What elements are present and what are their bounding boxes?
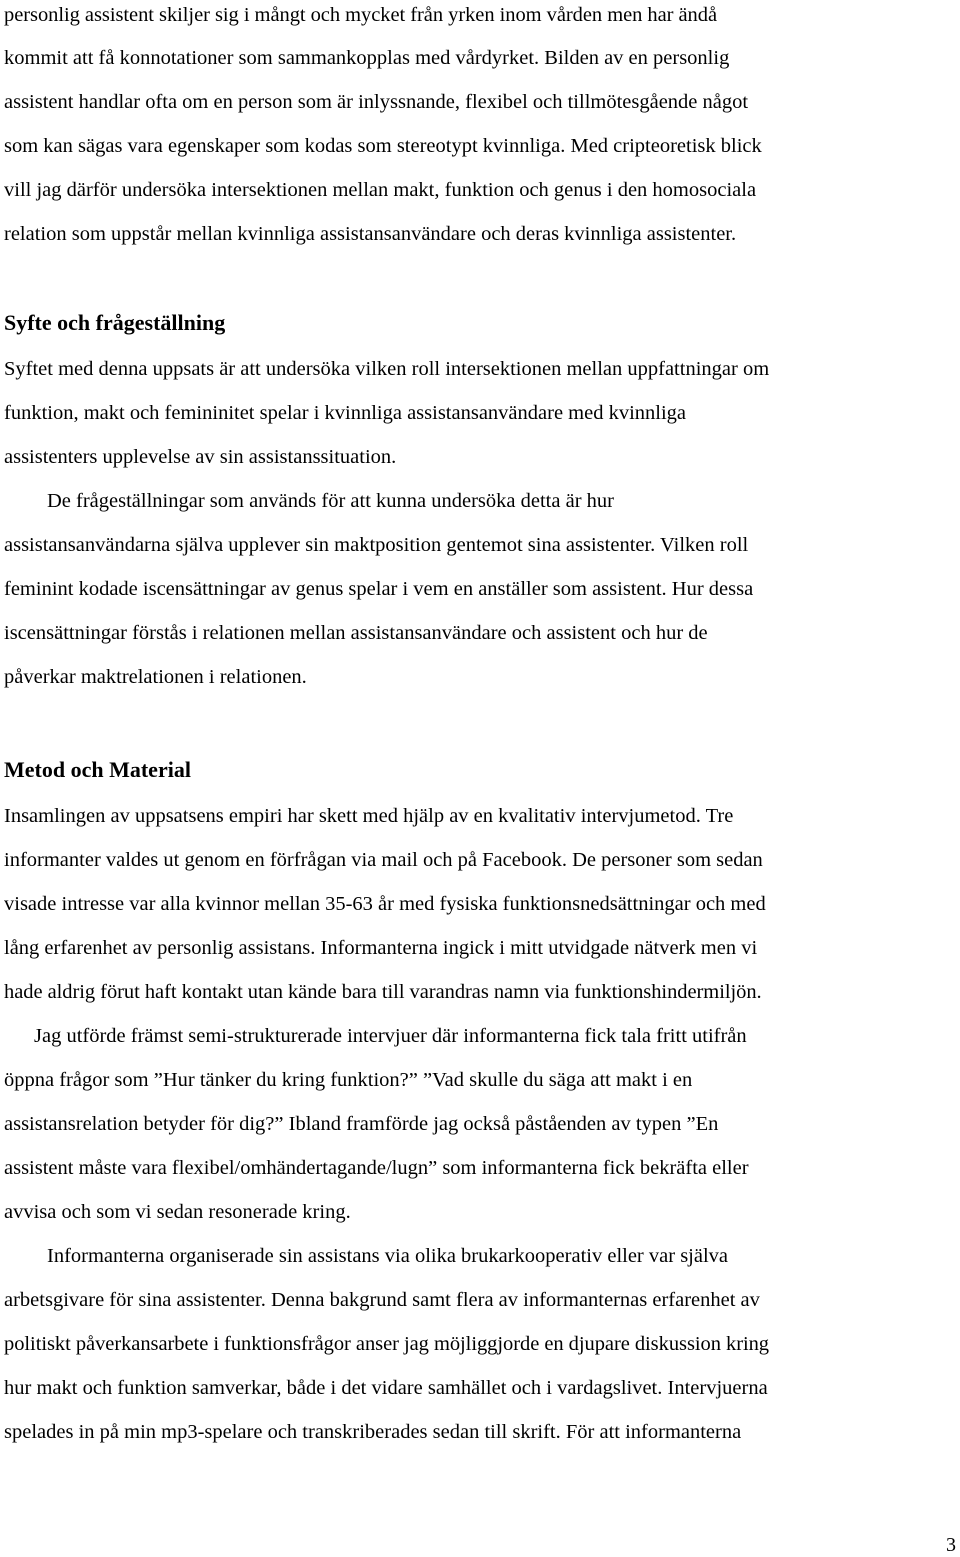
metod-line-1: Insamlingen av uppsatsens empiri har skett med hjälp av en kvalitativ intervjumetod. Tre bbox=[4, 805, 734, 827]
intro-line-3: assistent handlar ofta om en person som är inlyssnande, flexibel och tillmötesgående något bbox=[4, 91, 749, 113]
intro-line-2: kommit att få konnotationer som sammankopplas med vårdyrket. Bilden av en personlig bbox=[4, 47, 730, 69]
intro-line-1: personlig assistent skiljer sig i mångt och mycket från yrken inom vården men har ändå bbox=[4, 4, 718, 26]
metod-line-4: lång erfarenhet av personlig assistans. Informanterna ingick i mitt utvidgade nätverk men vi bbox=[4, 937, 758, 959]
metod-line-8: assistansrelation betyder för dig?” Ibland framförde jag också påståenden av typen ”En bbox=[4, 1113, 719, 1135]
syfte-line-2: funktion, makt och femininitet spelar i kvinnliga assistansanvändare med kvinnliga bbox=[4, 402, 687, 424]
metod-line-14: hur makt och funktion samverkar, både i det vidare samhället och i vardagslivet. Intervjuerna bbox=[4, 1377, 768, 1399]
metod-line-3: visade intresse var alla kvinnor mellan 35-63 år med fysiska funktionsnedsättningar och med bbox=[4, 893, 766, 915]
syfte-line-5: assistansanvändarna själva upplever sin maktposition gentemot sina assistenter. Vilken roll bbox=[4, 534, 749, 556]
metod-line-10: avvisa och som vi sedan resonerade kring. bbox=[4, 1201, 351, 1223]
section-heading-metod: Metod och Material bbox=[4, 757, 191, 782]
metod-line-9: assistent måste vara flexibel/omhändertagande/lugn” som informanterna fick bekräfta eller bbox=[4, 1157, 749, 1179]
metod-line-2: informanter valdes ut genom en förfrågan via mail och på Facebook. De personer som sedan bbox=[4, 849, 763, 871]
section-heading-syfte: Syfte och frågeställning bbox=[4, 310, 226, 335]
intro-line-6: relation som uppstår mellan kvinnliga assistansanvändare och deras kvinnliga assistenter. bbox=[4, 223, 737, 245]
page-number: 3 bbox=[946, 1534, 956, 1556]
intro-line-4: som kan sägas vara egenskaper som kodas som stereotypt kvinnliga. Med cripteoretisk blick bbox=[4, 135, 762, 157]
syfte-line-7: iscensättningar förstås i relationen mellan assistansanvändare och assistent och hur de bbox=[4, 622, 708, 644]
metod-line-5: hade aldrig förut haft kontakt utan kände bara till varandras namn via funktionshindermiljön. bbox=[4, 981, 762, 1003]
syfte-line-1: Syftet med denna uppsats är att undersöka vilken roll intersektionen mellan uppfattningar om bbox=[4, 358, 770, 380]
metod-line-6: Jag utförde främst semi-strukturerade intervjuer där informanterna fick tala fritt utifrån bbox=[34, 1025, 747, 1047]
metod-line-7: öppna frågor som ”Hur tänker du kring funktion?” ”Vad skulle du säga att makt i en bbox=[4, 1069, 693, 1091]
syfte-line-4: De frågeställningar som används för att kunna undersöka detta är hur bbox=[47, 490, 614, 512]
syfte-line-3: assistenters upplevelse av sin assistanssituation. bbox=[4, 446, 397, 468]
metod-line-12: arbetsgivare för sina assistenter. Denna bakgrund samt flera av informanternas erfarenhet av bbox=[4, 1289, 760, 1311]
metod-line-13: politiskt påverkansarbete i funktionsfrågor anser jag möjliggjorde en djupare diskussion kring bbox=[4, 1333, 770, 1355]
metod-line-11: Informanterna organiserade sin assistans via olika brukarkooperativ eller var själva bbox=[47, 1245, 729, 1267]
intro-line-5: vill jag därför undersöka intersektionen mellan makt, funktion och genus i den homosociala bbox=[4, 179, 757, 201]
metod-line-15: spelades in på min mp3-spelare och transkriberades sedan till skrift. För att informanterna bbox=[4, 1421, 742, 1443]
syfte-line-6: feminint kodade iscensättningar av genus spelar i vem en anställer som assistent. Hur dessa bbox=[4, 578, 754, 600]
syfte-line-8: påverkar maktrelationen i relationen. bbox=[4, 666, 307, 688]
